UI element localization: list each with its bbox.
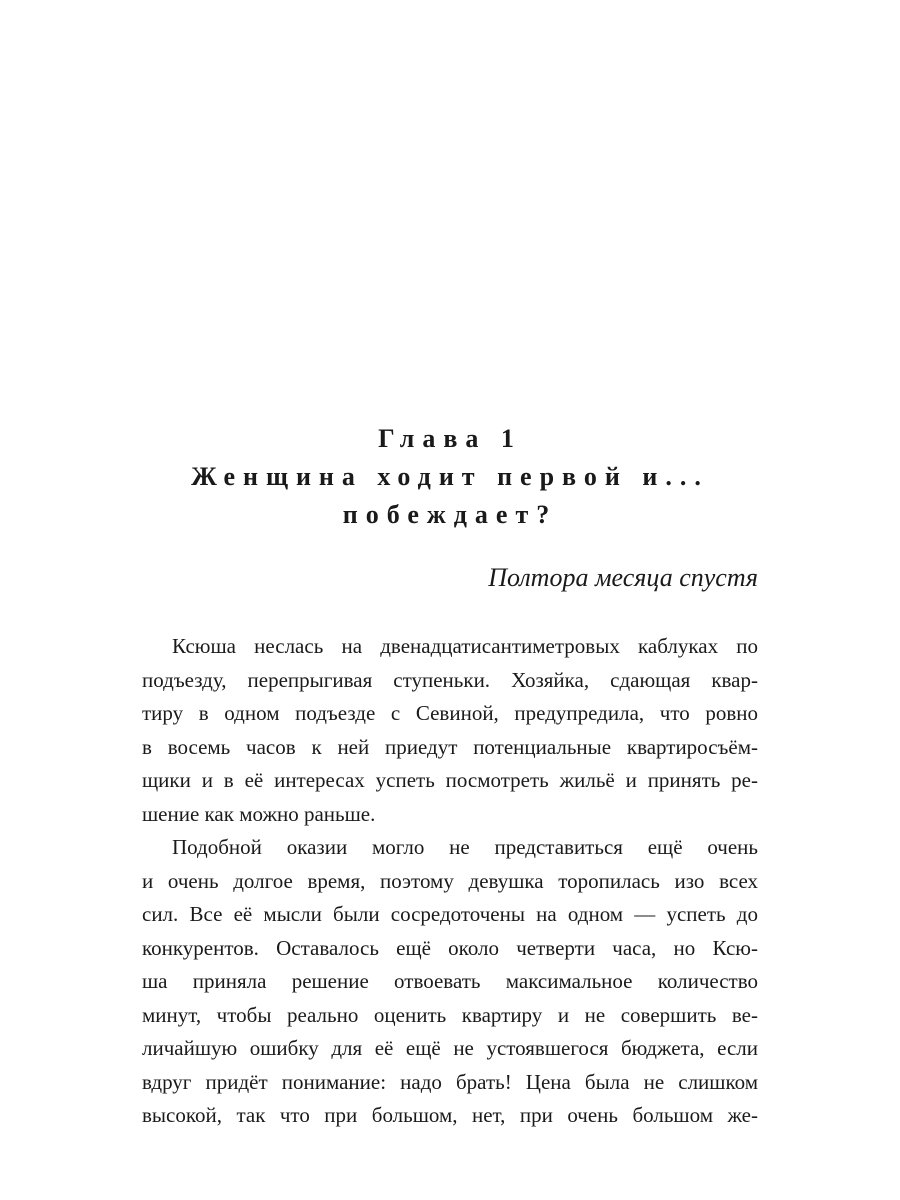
chapter-heading: [120, 420, 780, 534]
chapter-title-line-1: Женщина ходит первой и...: [191, 462, 709, 491]
epigraph: Полтора месяца спустя: [488, 563, 758, 592]
text-line: подъезду, перепрыгивая ступеньки. Хозяйка, сдающая квар-: [142, 667, 758, 692]
paragraph-2: [142, 831, 758, 1133]
chapter-number: Глава 1: [378, 424, 522, 453]
text-line: ша приняла решение отвоевать максимальное количество: [142, 969, 758, 993]
text-line: Подобной оказии могло не представиться ещё очень: [172, 835, 758, 859]
text-line: вдруг придёт понимание: надо брать! Цена была не слишком: [142, 1069, 758, 1094]
text-line: щики и в её интересах успеть посмотреть жильё и принять ре-: [142, 768, 758, 792]
text-line: и очень долгое время, поэтому девушка торопилась изо всех: [142, 868, 758, 893]
text-line: высокой, так что при большом, нет, при очень большом же-: [142, 1103, 758, 1127]
text-line: минут, чтобы реально оценить квартиру и не совершить ве-: [142, 1002, 758, 1027]
text-line: шение как можно раньше.: [142, 801, 376, 826]
text-line: личайшую ошибку для её ещё не устоявшегося бюджета, если: [142, 1036, 758, 1060]
chapter-title-line-2: побеждает?: [342, 500, 558, 529]
text-line: в восемь часов к ней приедут потенциальные квартиросъём-: [142, 734, 758, 759]
text-line: сил. Все её мысли были сосредоточены на одном — успеть до: [142, 902, 758, 926]
text-line: конкурентов. Оставалось ещё около четверти часа, но Ксю-: [142, 935, 758, 960]
body-text: [142, 630, 758, 1133]
text-line: Ксюша неслась на двенадцатисантиметровых каблуках по: [172, 634, 758, 658]
paragraph-1: [142, 630, 758, 831]
text-line: тиру в одном подъезде с Севиной, предупредила, что ровно: [142, 701, 758, 725]
